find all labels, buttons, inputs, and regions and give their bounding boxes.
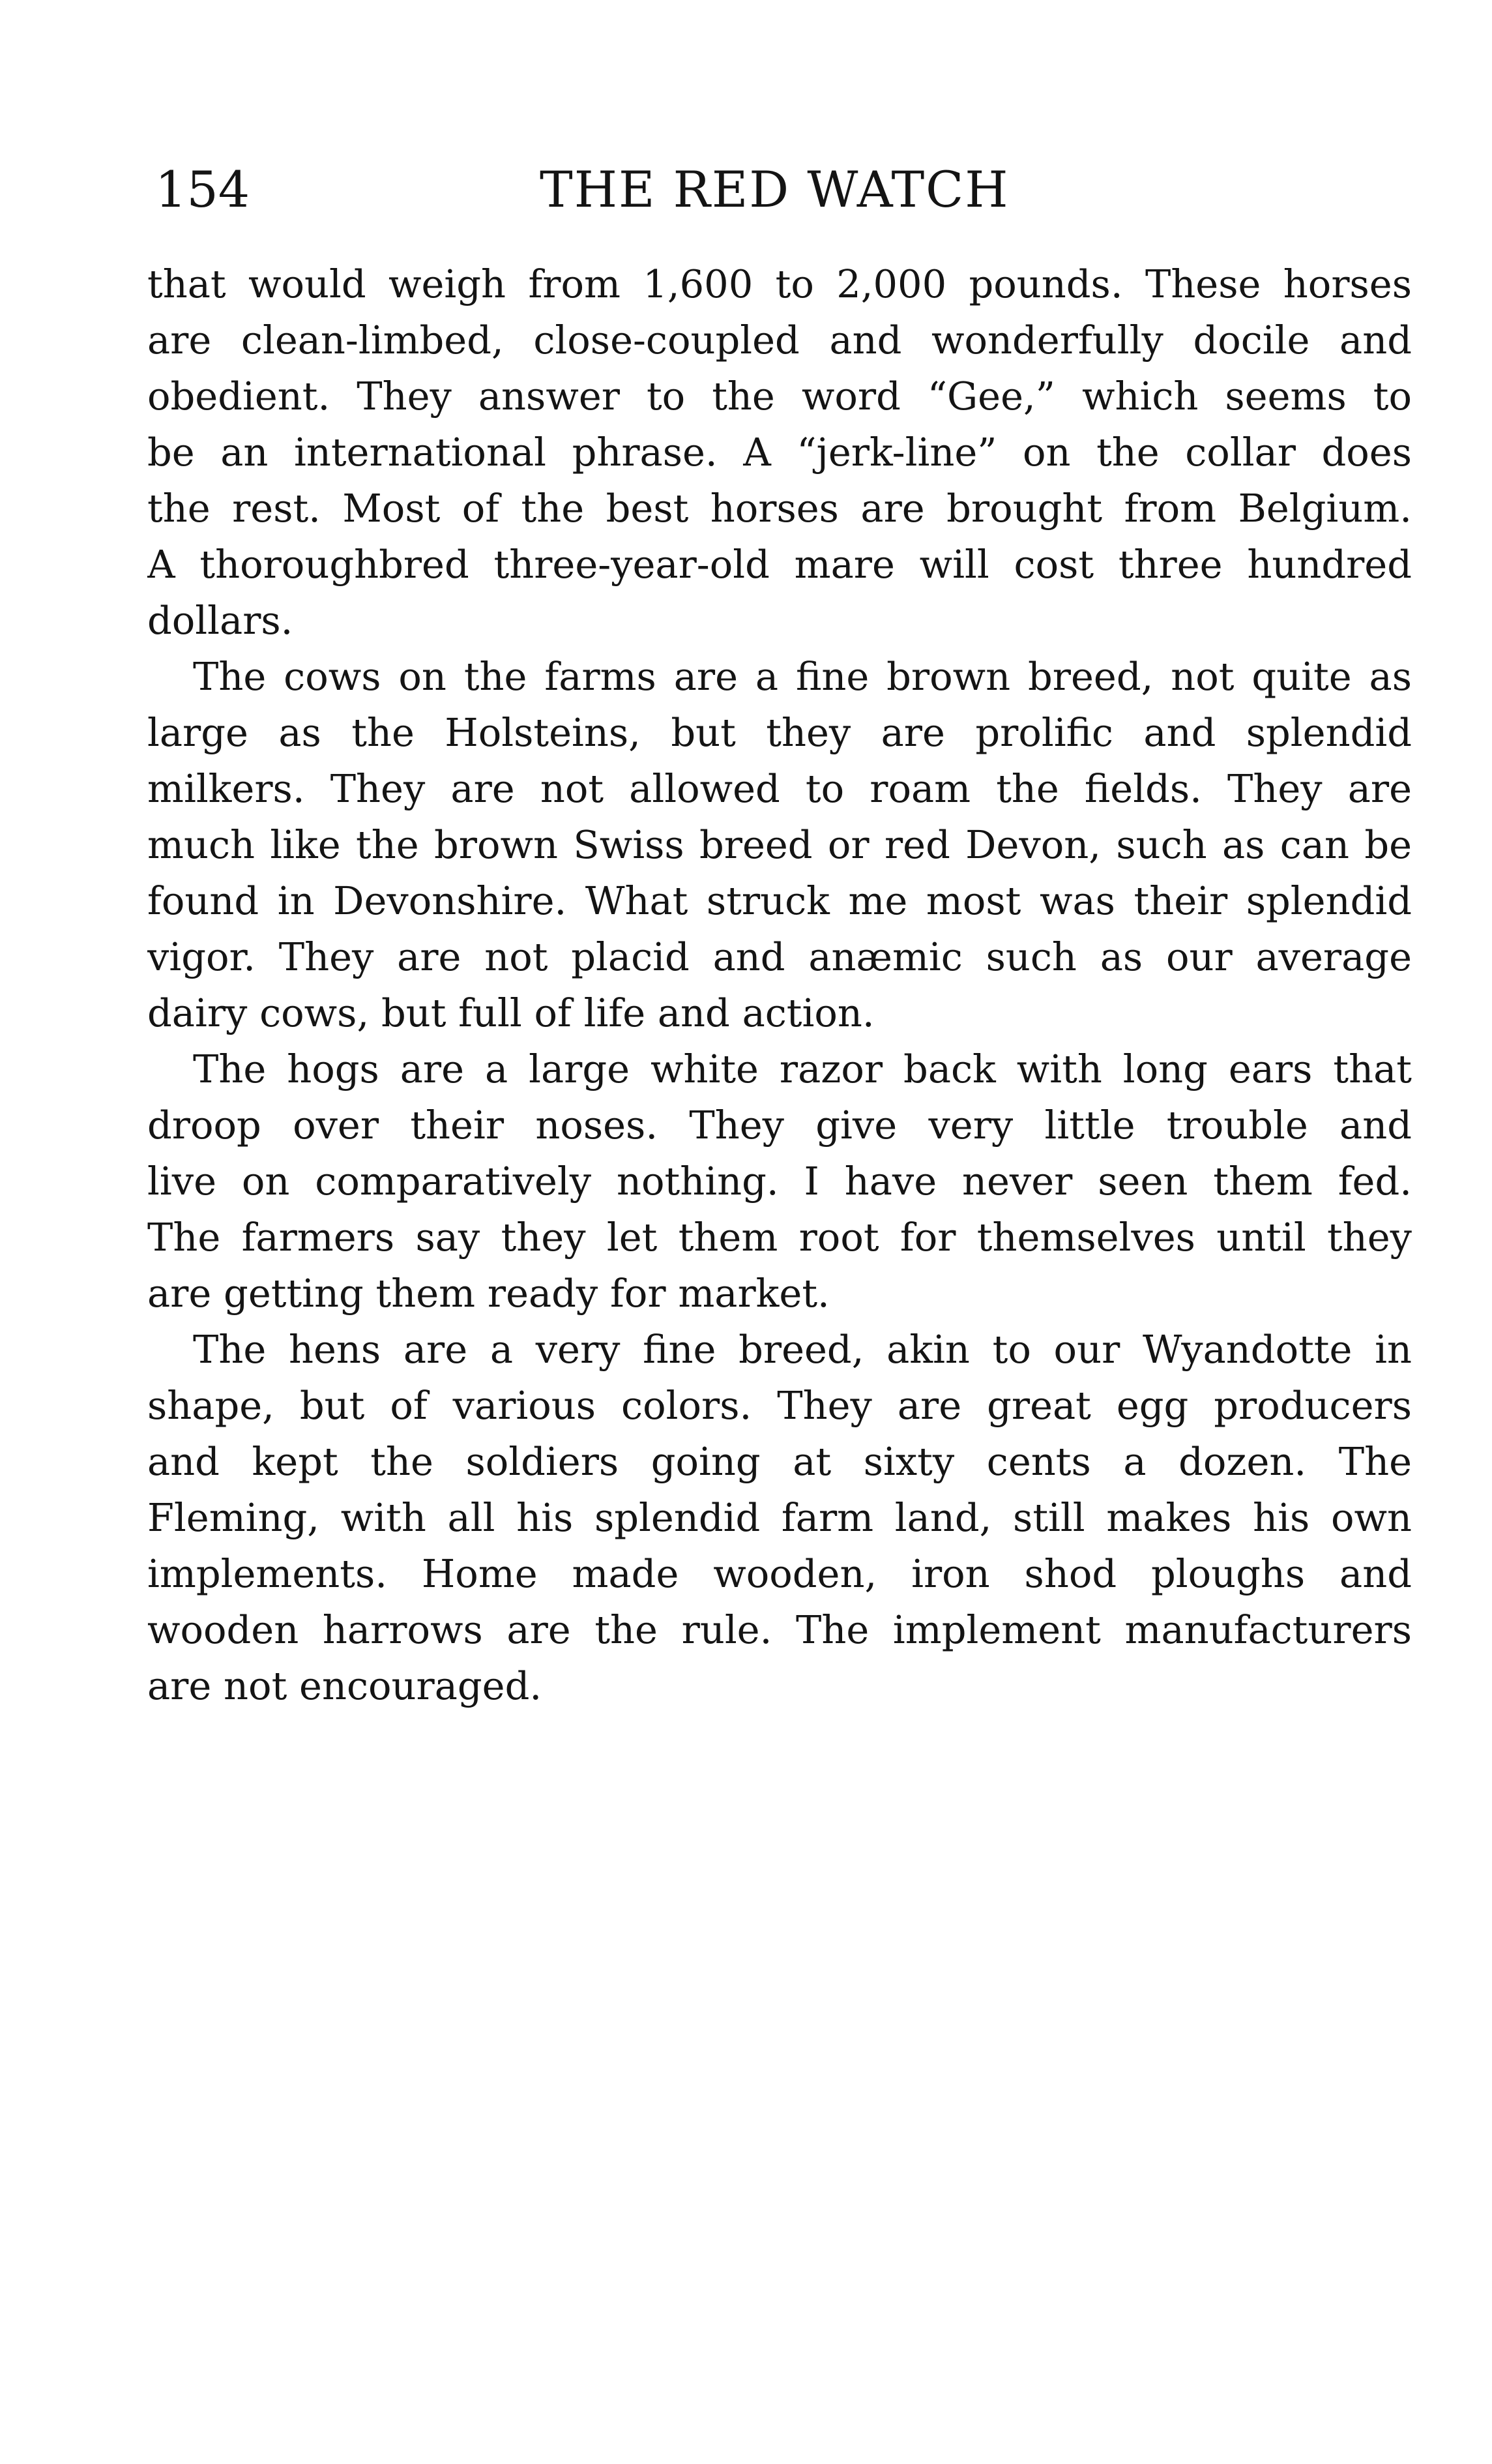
text-line: be an international phrase. A “jerk-line” on the collar does [147,430,1412,475]
paragraph-hens [147,1322,1412,1714]
text-line: The cows on the farms are a fine brown breed, not quite as [193,654,1412,699]
text-line: implements. Home made wooden, iron shod ploughs and [147,1551,1412,1596]
text-line: much like the brown Swiss breed or red Devon, such as can be [147,822,1412,867]
text-line: that would weigh from 1,600 to 2,000 pounds. These horses [147,261,1412,306]
text-line: The hogs are a large white razor back with long ears that [193,1046,1412,1091]
text-line: are getting them ready for market. [147,1271,830,1316]
page-header [155,154,1410,226]
text-line: dairy cows, but full of life and action. [147,990,875,1035]
text-line: vigor. They are not placid and anæmic such as our average [147,934,1412,979]
text-line: large as the Holsteins, but they are prolific and splendid [147,710,1412,755]
page-number: 154 [155,160,250,218]
text-line: A thoroughbred three-year-old mare will cost three hundred [147,542,1412,587]
paragraph-hogs [147,1041,1412,1322]
text-line: found in Devonshire. What struck me most was their splendid [147,878,1412,923]
text-line: obedient. They answer to the word “Gee,” which seems to [147,374,1412,419]
text-line: dollars. [147,598,293,643]
running-title: THE RED WATCH [540,160,1010,218]
text-line: live on comparatively nothing. I have never seen them fed. [147,1159,1412,1204]
text-line: are not encouraged. [147,1663,542,1708]
text-line: are clean-limbed, close-coupled and wonderfully docile and [147,318,1412,363]
text-line: The farmers say they let them root for themselves until they [147,1215,1412,1260]
text-line: shape, but of various colors. They are great egg producers [147,1383,1412,1428]
text-line: and kept the soldiers going at sixty cents a dozen. The [147,1439,1412,1484]
body-text [147,256,1412,1714]
text-line: wooden harrows are the rule. The implement manufacturers [147,1607,1412,1652]
text-line: The hens are a very fine breed, akin to our Wyandotte in [193,1327,1412,1372]
text-line: milkers. They are not allowed to roam the fields. They are [147,766,1412,811]
text-line: droop over their noses. They give very little trouble and [147,1103,1412,1148]
paragraph-horses [147,256,1412,649]
text-line: Fleming, with all his splendid farm land, still makes his own [147,1495,1412,1540]
text-line: the rest. Most of the best horses are brought from Belgium. [147,486,1412,531]
paragraph-cows [147,649,1412,1041]
